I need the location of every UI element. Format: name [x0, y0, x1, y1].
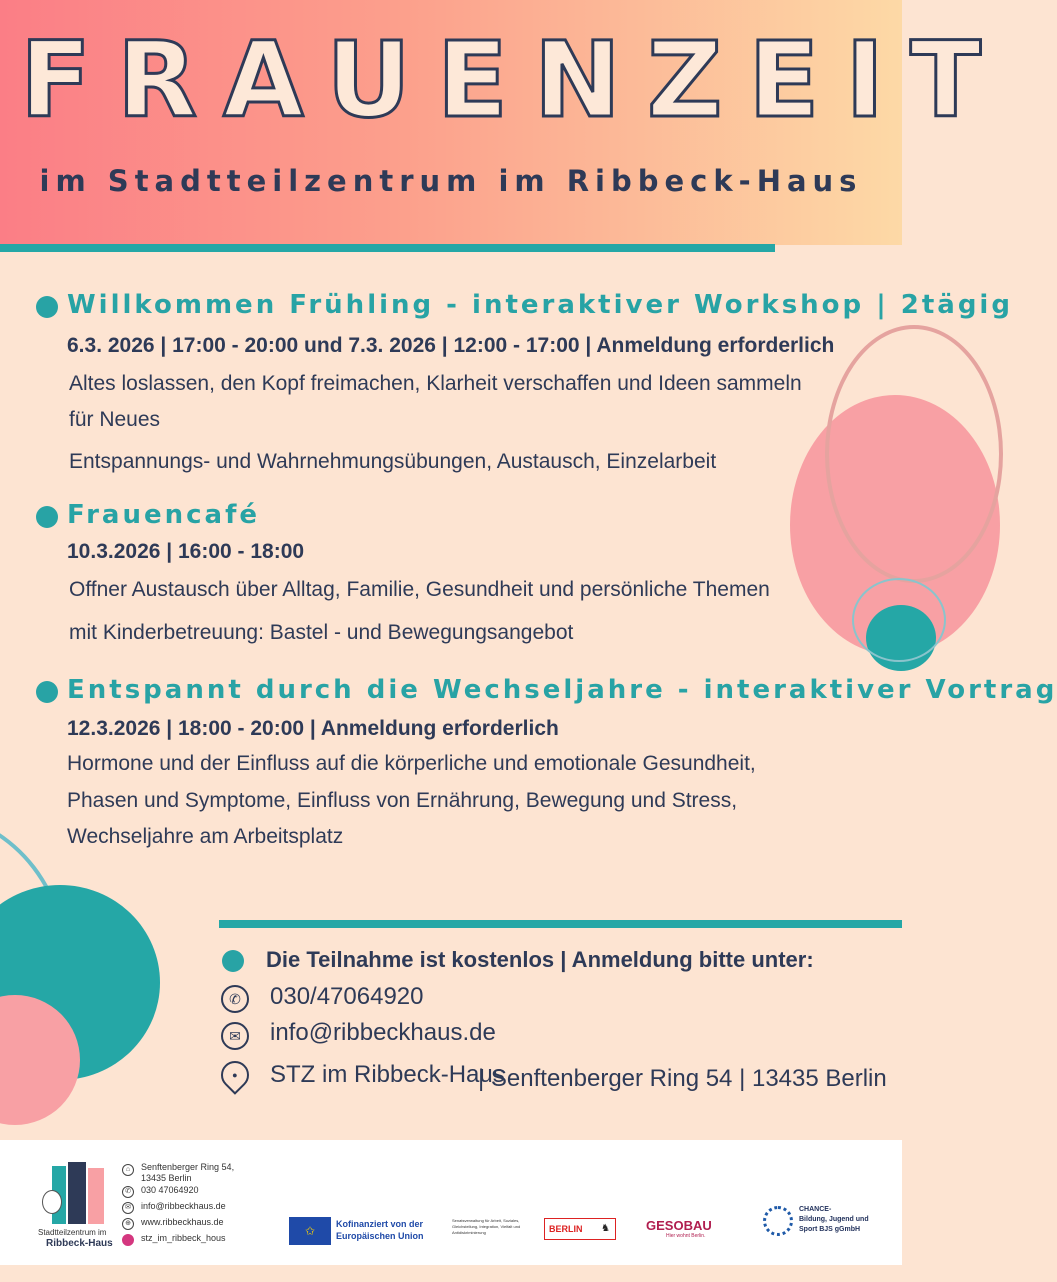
deco-ring-small-right: [852, 578, 946, 662]
event-description: Offner Austausch über Alltag, Familie, Gesundheit und persönliche Themen: [69, 578, 770, 601]
contact-email[interactable]: info@ribbeckhaus.de: [270, 1019, 496, 1046]
berlin-logo: [544, 1218, 616, 1240]
footer-phone: 030 47064920: [141, 1185, 199, 1195]
event-date: 10.3.2026 | 16:00 - 18:00: [67, 540, 305, 563]
header-divider: [0, 244, 775, 252]
logo-building: [88, 1168, 104, 1224]
event-description: mit Kinderbetreuung: Bastel - und Bewegungsangebot: [69, 621, 574, 644]
location-pin-icon: ●: [215, 1055, 255, 1095]
chance-line1: CHANCE-: [799, 1206, 832, 1213]
chance-line3: Sport BJS gGmbH: [799, 1226, 861, 1233]
mail-icon: ✉: [221, 1022, 249, 1050]
chance-line2: Bildung, Jugend und: [799, 1216, 869, 1223]
page-title: FRAUENZEIT: [20, 19, 1008, 141]
logo-line2: Ribbeck-Haus: [46, 1238, 113, 1249]
event-date: 12.3.2026 | 18:00 - 20:00 | Anmeldung erforderlich: [67, 717, 559, 740]
info-divider: [219, 920, 902, 928]
footer-email[interactable]: info@ribbeckhaus.de: [141, 1201, 226, 1211]
event-bullet: [36, 681, 58, 703]
gesobau-tagline: Hier wohnt Berlin.: [666, 1233, 706, 1239]
footer: [0, 1140, 902, 1265]
info-bullet: [222, 950, 244, 972]
chance-logo-icon: [763, 1206, 793, 1236]
logo-line1: Stadtteilzentrum im: [38, 1228, 107, 1237]
home-icon: ⌂: [122, 1164, 134, 1176]
deco-ring-right: [825, 325, 1003, 583]
footer-address2: 13435 Berlin: [141, 1173, 192, 1183]
eu-text-line1: Kofinanziert von der: [336, 1219, 424, 1229]
berlin-text: BERLIN: [549, 1224, 583, 1234]
event-date: 6.3. 2026 | 17:00 - 20:00 und 7.3. 2026 | 12:00 - 17:00 | Anmeldung erforderlich: [67, 334, 835, 357]
event-description: Phasen und Symptome, Einfluss von Ernährung, Bewegung und Stress,: [67, 789, 738, 812]
bear-icon: ♞: [601, 1223, 610, 1234]
footer-address1: Senftenberger Ring 54,: [141, 1162, 235, 1172]
event-bullet: [36, 296, 58, 318]
gesobau-logo: GESOBAU: [646, 1218, 712, 1233]
ribbeck-logo: [38, 1162, 118, 1254]
globe-icon: ⊕: [122, 1218, 134, 1230]
phone-icon: ✆: [122, 1186, 134, 1198]
tree-icon: [42, 1190, 62, 1214]
event-bullet: [36, 506, 58, 528]
footer-bottom-band: [0, 1265, 902, 1282]
event-description: Hormone und der Einfluss auf die körperliche und emotionale Gesundheit,: [67, 752, 756, 775]
event-title: Frauencafé: [67, 500, 261, 530]
logo-building: [68, 1162, 86, 1224]
contact-location: STZ im Ribbeck-Haus: [270, 1061, 505, 1088]
footer-instagram[interactable]: stz_im_ribbeck_hous: [141, 1233, 226, 1243]
eu-text-line2: Europäischen Union: [336, 1231, 424, 1241]
page-subtitle: im Stadtteilzentrum im Ribbeck-Haus: [39, 164, 863, 198]
mail-icon: ✉: [122, 1202, 134, 1214]
senat-text: Senatsverwaltung für Arbeit, Soziales, Gleichstellung, Integration, Vielfalt und Antidiskriminierung: [452, 1218, 521, 1235]
event-description: Altes loslassen, den Kopf freimachen, Klarheit verschaffen und Ideen sammeln: [69, 372, 802, 395]
eu-flag-icon: ✩: [289, 1217, 331, 1245]
info-headline: Die Teilnahme ist kostenlos | Anmeldung bitte unter:: [266, 947, 814, 972]
event-title: Entspannt durch die Wechseljahre - interaktiver Vortrag: [67, 675, 1057, 705]
instagram-icon: [122, 1234, 134, 1246]
event-description: Wechseljahre am Arbeitsplatz: [67, 825, 344, 848]
header-banner: [0, 0, 1008, 245]
contact-address: | Senftenberger Ring 54 | 13435 Berlin: [478, 1065, 887, 1092]
event-description: für Neues: [69, 408, 161, 431]
contact-phone[interactable]: 030/47064920: [270, 983, 424, 1010]
event-title: Willkommen Frühling - interaktiver Workshop | 2tägig: [67, 290, 1013, 320]
phone-icon: ✆: [221, 985, 249, 1013]
event-description: Entspannungs- und Wahrnehmungsübungen, Austausch, Einzelarbeit: [69, 450, 717, 473]
footer-web[interactable]: www.ribbeckhaus.de: [141, 1217, 224, 1227]
